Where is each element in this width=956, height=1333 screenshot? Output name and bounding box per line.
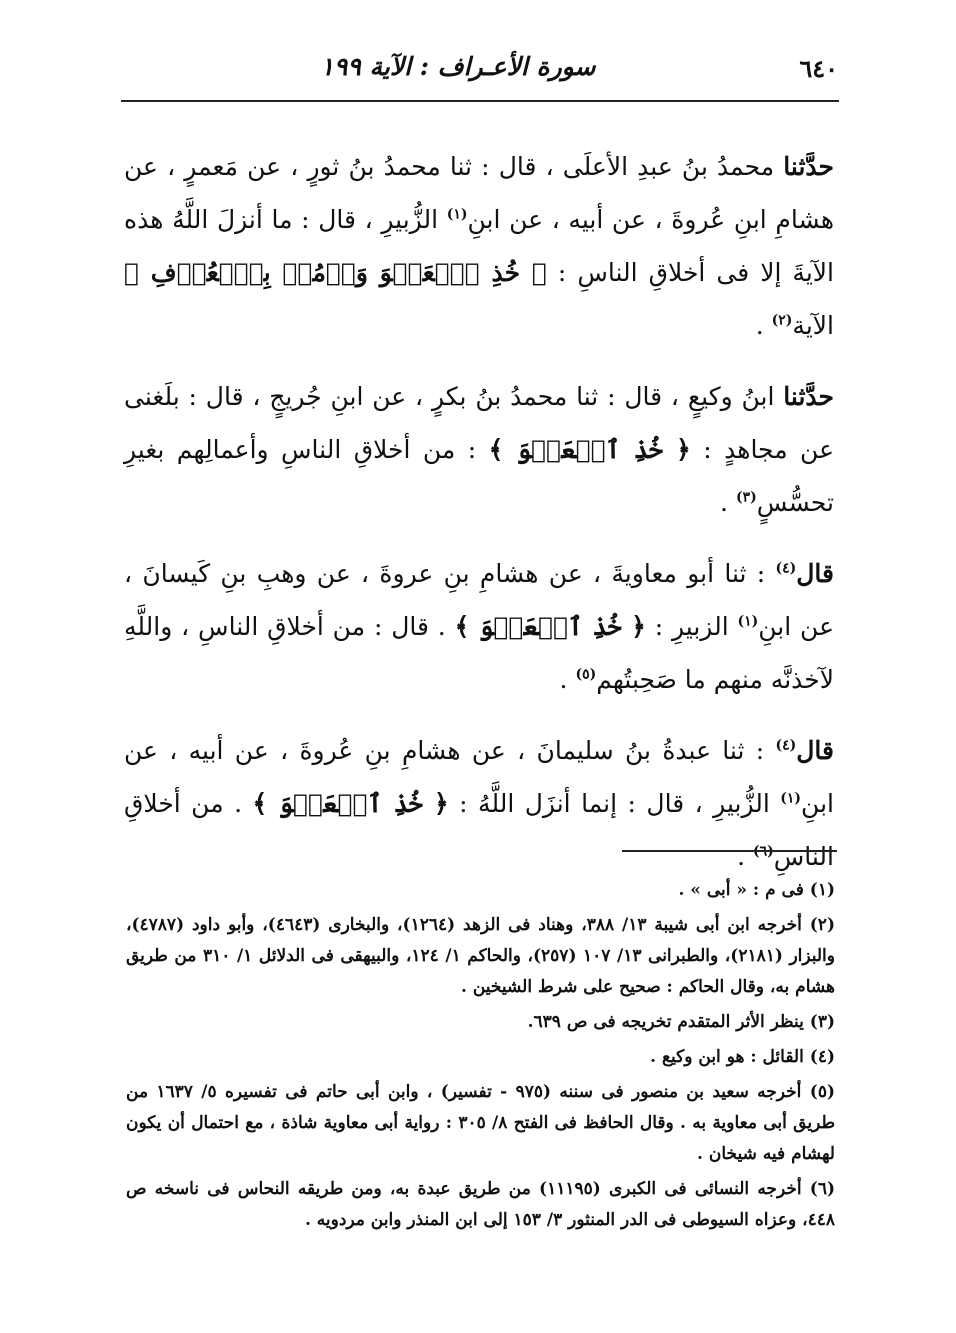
paragraph-text: . قال : من أخلاقِ الناسِ ، واللَّهِ لآخذنَّه منهم ما صَحِبتُهم <box>124 612 834 694</box>
main-text <box>124 140 834 901</box>
paragraph-text: . من أخلاقِ الناسِ <box>124 789 834 871</box>
paragraph-text: الزُّبيرِ ، قال : ما أنزلَ اللَّهُ هذه الآيةَ إلا فى أخلاقِ الناسِ : <box>124 205 834 287</box>
paragraph-3 <box>124 547 834 706</box>
footnote-reference: (١) <box>737 613 759 630</box>
footnotes <box>126 875 835 1240</box>
paragraph-text: . <box>755 311 772 340</box>
paragraph-text: محمدُ بنُ عبدِ الأعلَى ، قال : ثنا محمدُ بنُ ثورٍ ، عن مَعمرٍ ، عن هشامِ ابنِ عُروةَ ، عن أبيه ، عن ابنِ <box>124 152 835 234</box>
paragraph-text: . <box>737 842 753 871</box>
footnote-reference: (٥) <box>575 666 597 683</box>
footnote-reference: (٣) <box>735 489 757 506</box>
paragraph-text: الزُّبيرِ ، قال : إنما أنزَل اللَّهُ : <box>448 789 781 818</box>
footnote-reference: (٤) <box>775 737 797 754</box>
paragraph-text: : ثنا أبو معاويةَ ، عن هشامِ بنِ عروةَ ، عن وهبِ بنِ كَيسانَ ، عن ابنِ <box>124 559 834 641</box>
quranic-quote: ﴿ خُذِ ٱلۡعَفۡوَ ﴾ <box>488 435 691 464</box>
paragraph-text: : ثنا عبدةُ بنُ سليمانَ ، عن هشامِ بنِ عُروةَ ، عن أبيه ، عن ابنِ <box>124 736 834 818</box>
footnote-reference: (٢) <box>771 312 793 329</box>
paragraph-1 <box>124 140 834 352</box>
paragraph-text: : من أخلاقِ الناسِ وأعمالِهم بغيرِ تحسُّسٍ <box>124 435 834 517</box>
paragraph-text: . <box>559 665 576 694</box>
page-header <box>118 52 838 92</box>
paragraph-text: ابنُ وكيعٍ ، قال : ثنا محمدُ بنُ بكرٍ ، عن ابنِ جُريجٍ ، قال : بلَغنى عن مجاهدٍ : <box>124 382 834 464</box>
paragraph-2 <box>124 370 834 529</box>
footnote-6: (٦) أخرجه النسائى فى الكبرى (١١١٩٥) من طريق عبدة به، ومن طريقه النحاس فى ناسخه ص ٤٤٨، وعزاه السيوطى فى الدر المنثور ٣/ ١٥٣ إلى ابن المنذر وابن مردويه . <box>126 1179 835 1230</box>
footnote-rule <box>622 850 837 852</box>
paragraph-lead: حدَّثنا <box>783 382 834 411</box>
quranic-quote: ﴿ خُذِ ٱلۡعَفۡوَ ﴾ <box>454 612 646 641</box>
footnote-reference: (٦) <box>752 843 774 860</box>
running-head: سورة الأعـراف : الآية ١٩٩ <box>320 52 596 81</box>
paragraph-lead: قال <box>796 736 834 765</box>
paragraph-lead: حدَّثنا <box>783 152 834 181</box>
paragraph-lead: قال <box>796 559 834 588</box>
paragraph-text: الآية <box>792 311 834 340</box>
page-number: ٦٤٠ <box>799 54 838 83</box>
quranic-quote: ﴿ خُذِ ٱلۡعَفۡوَ ﴾ <box>252 789 449 818</box>
footnote-reference: (٤) <box>775 560 797 577</box>
footnote-5: (٥) أخرجه سعيد بن منصور فى سننه (٩٧٥ - تفسير) ، وابن أبى حاتم فى تفسيره ٥/ ١٦٣٧ من طريق أبى معاوية به . وقال الحافظ فى الفتح ٨/ ٣٠٥ : رواية أبى معاوية شاذة ، مع احتمال أن يكون لهشام فيه شيخان . <box>126 1082 835 1164</box>
quranic-quote: ﴿ خُذِ ٱلۡعَفۡوَ وَأۡمُرۡ بِٱلۡعُرۡفِ ﴾ <box>124 258 547 287</box>
header-rule <box>121 100 839 102</box>
footnote-reference: (١) <box>446 206 468 223</box>
footnote-1: (١) فى م : « أبى » . <box>678 880 835 900</box>
paragraph-4 <box>124 724 834 883</box>
footnote-3: (٣) ينظر الأثر المتقدم تخريجه فى ص ٦٣٩. <box>527 1012 835 1032</box>
footnote-2: (٢) أخرجه ابن أبى شيبة ١٣/ ٣٨٨، وهناد فى الزهد (١٢٦٤)، والبخارى (٤٦٤٣)، وأبو داود (٤٧٨٧)، والبزار (٢١٨١)، والطبرانى ١٣/ ١٠٧ (٢٥٧)، والحاكم ١/ ١٢٤، والبيهقى فى الدلائل ١/ ٣١٠ من طريق هشام به، وقال الحاكم : صحيح على شرط الشيخين . <box>126 915 835 997</box>
footnote-reference: (١) <box>780 790 802 807</box>
paragraph-text: . <box>720 488 736 517</box>
footnote-4: (٤) القائل : هو ابن وكيع . <box>650 1047 835 1067</box>
paragraph-text: الزبيرِ : <box>645 612 738 641</box>
